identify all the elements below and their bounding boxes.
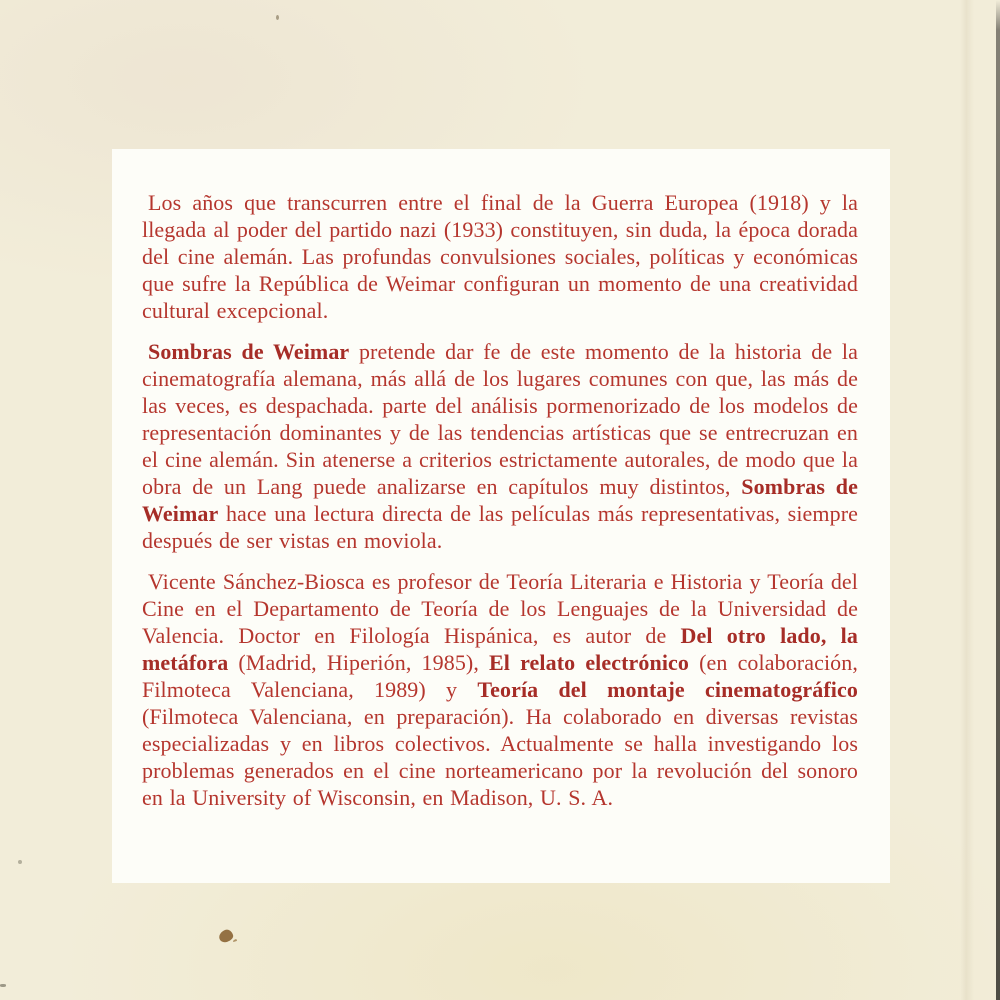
paragraph-book-description [142, 338, 858, 554]
paper-stain-speck [217, 928, 234, 944]
paragraph-author-bio [142, 568, 858, 811]
paper-crease-shadow [960, 0, 974, 1000]
body-text: pretende dar fe de este momento de la historia de la cinematografía alemana, más allá de los lugares comunes con que, las más de las veces, es despachada. parte del análisis pormenorizado de los modelos de representación dominantes y de las tendencias artísticas que se entrecruzan en el cine alemán. Sin atenerse a criterios estrictamente autorales, de modo que la obra de un Lang puede analizarse en capítulos muy distintos, [142, 339, 858, 499]
body-text: (en colaboración, Filmoteca Valenciana, 1989) y [142, 650, 858, 702]
paragraph-weimar-intro [142, 189, 858, 324]
body-text: (Madrid, Hiperión, 1985), [228, 650, 490, 675]
bold-book-title-text: El relato electrónico [489, 650, 690, 675]
body-text: Vicente Sánchez-Biosca es profesor de Teoría Literaria e Historia y Teoría del Cine en el Departamento de Teoría de los Lenguajes de la Universidad de Valencia. Doctor en Filología Hispánica, es autor de [142, 569, 858, 648]
paper-speck-left-edge [0, 984, 6, 987]
paper-speck-bottom-left [18, 860, 22, 864]
back-cover-text-panel [112, 149, 890, 883]
paper-speck-top [276, 15, 279, 20]
bold-book-title-text: Del otro lado, la metáfora [142, 623, 858, 675]
bold-book-title-text: Teoría del montaje cinematográfico [477, 677, 858, 702]
body-text: (Filmoteca Valenciana, en preparación). Ha colaborado en diversas revistas especializadas y en libros colectivos. Actualmente se halla investigando los problemas generados en el cine norteamericano por la revolución del sonoro en la University of Wisconsin, en Madison, U. S. A. [142, 704, 858, 810]
body-text: Los años que transcurren entre el final de la Guerra Europea (1918) y la llegada al poder del partido nazi (1933) constituyen, sin duda, la época dorada del cine alemán. Las profundas convulsiones sociales, políticas y económicas que sufre la República de Weimar configuran un momento de una creatividad cultural excepcional. [142, 190, 858, 323]
body-text: hace una lectura directa de las películas más representativas, siempre después de ser vistas en moviola. [142, 501, 858, 553]
scan-dark-edge [996, 0, 1000, 1000]
bold-book-title-text: Sombras de Weimar [142, 474, 858, 526]
bold-book-title-text: Sombras de Weimar [148, 339, 350, 364]
